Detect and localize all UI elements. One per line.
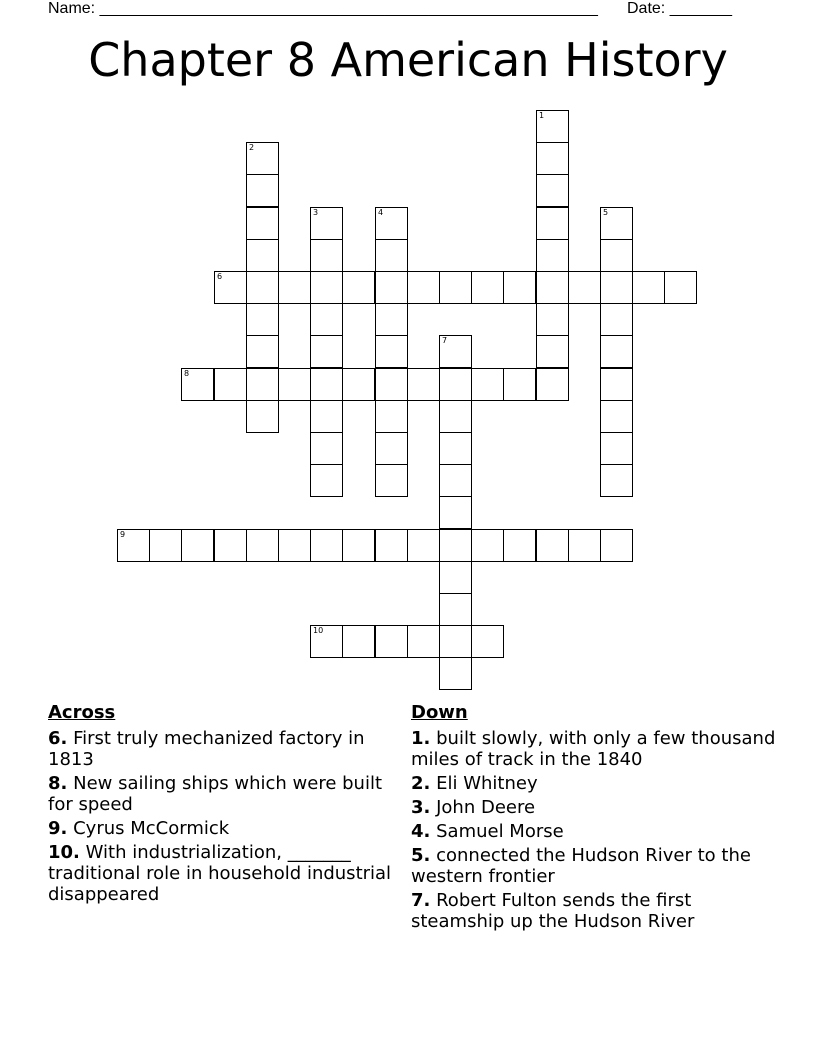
crossword-cell[interactable] xyxy=(310,303,343,336)
crossword-cell[interactable] xyxy=(600,400,633,433)
crossword-cell[interactable] xyxy=(407,625,440,658)
crossword-cell[interactable] xyxy=(600,368,633,401)
crossword-cell[interactable] xyxy=(439,464,472,497)
crossword-cell[interactable] xyxy=(181,529,214,562)
crossword-cell[interactable] xyxy=(632,271,665,304)
crossword-cell[interactable] xyxy=(310,432,343,465)
cell-number: 9 xyxy=(120,530,126,539)
crossword-cell[interactable] xyxy=(471,529,504,562)
crossword-cell[interactable] xyxy=(375,464,408,497)
crossword-cell[interactable] xyxy=(407,368,440,401)
crossword-cell[interactable] xyxy=(375,207,408,240)
clue-text: built slowly, with only a few thousand miles of track in the 1840 xyxy=(411,728,776,770)
crossword-cell[interactable] xyxy=(503,368,536,401)
clue-text: First truly mechanized factory in 1813 xyxy=(48,728,365,770)
crossword-cell[interactable] xyxy=(600,529,633,562)
crossword-cell[interactable] xyxy=(407,529,440,562)
down-heading: Down xyxy=(411,702,468,723)
crossword-cell[interactable] xyxy=(310,464,343,497)
crossword-cell[interactable] xyxy=(536,303,569,336)
down-clues xyxy=(411,702,781,935)
crossword-cell[interactable] xyxy=(149,529,182,562)
clue-number: 3. xyxy=(411,797,431,818)
crossword-cell[interactable] xyxy=(407,271,440,304)
crossword-cell[interactable] xyxy=(375,303,408,336)
crossword-cell[interactable] xyxy=(246,142,279,175)
clue-text: Samuel Morse xyxy=(436,821,564,842)
crossword-cell[interactable] xyxy=(503,271,536,304)
crossword-cell[interactable] xyxy=(214,368,247,401)
crossword-cell[interactable] xyxy=(536,335,569,368)
crossword-cell[interactable] xyxy=(246,174,279,207)
crossword-cell[interactable] xyxy=(375,529,408,562)
cell-number: 4 xyxy=(378,208,384,217)
crossword-cell[interactable] xyxy=(342,271,375,304)
cell-number: 2 xyxy=(249,143,255,152)
crossword-cell[interactable] xyxy=(439,496,472,529)
cell-number: 8 xyxy=(184,369,190,378)
crossword-cell[interactable] xyxy=(439,271,472,304)
crossword-cell[interactable] xyxy=(278,529,311,562)
date-line: Date: _______ xyxy=(627,0,732,17)
name-line: Name: ________________________________________________________ xyxy=(48,0,598,17)
crossword-cell[interactable] xyxy=(375,271,408,304)
crossword-cell[interactable] xyxy=(600,239,633,272)
crossword-cell[interactable] xyxy=(246,400,279,433)
cell-number: 10 xyxy=(313,626,324,635)
crossword-cell[interactable] xyxy=(568,271,601,304)
crossword-cell[interactable] xyxy=(278,368,311,401)
clue-number: 2. xyxy=(411,773,431,794)
crossword-cell[interactable] xyxy=(117,529,150,562)
clue-down-4 xyxy=(411,821,781,842)
crossword-cell[interactable] xyxy=(246,335,279,368)
crossword-cell[interactable] xyxy=(375,432,408,465)
clue-number: 5. xyxy=(411,845,431,866)
crossword-cell[interactable] xyxy=(536,368,569,401)
crossword-cell[interactable] xyxy=(568,529,601,562)
clue-text: Robert Fulton sends the first steamship up the Hudson River xyxy=(411,890,695,932)
crossword-cell[interactable] xyxy=(536,529,569,562)
clue-down-1 xyxy=(411,728,781,770)
crossword-cell[interactable] xyxy=(278,271,311,304)
crossword-cell[interactable] xyxy=(536,271,569,304)
cell-number: 1 xyxy=(539,111,545,120)
crossword-cell[interactable] xyxy=(214,529,247,562)
crossword-cell[interactable] xyxy=(439,529,472,562)
clue-across-8 xyxy=(48,773,393,815)
crossword-cell[interactable] xyxy=(375,625,408,658)
clue-across-6 xyxy=(48,728,393,770)
crossword-cell[interactable] xyxy=(536,174,569,207)
crossword-cell[interactable] xyxy=(600,303,633,336)
crossword-cell[interactable] xyxy=(246,239,279,272)
crossword-cell[interactable] xyxy=(310,207,343,240)
clue-down-2 xyxy=(411,773,781,794)
across-clues xyxy=(48,702,393,908)
crossword-cell[interactable] xyxy=(439,335,472,368)
clue-number: 4. xyxy=(411,821,431,842)
clue-text: New sailing ships which were built for speed xyxy=(48,773,383,815)
crossword-cell[interactable] xyxy=(600,271,633,304)
crossword-cell[interactable] xyxy=(536,142,569,175)
crossword-cell[interactable] xyxy=(246,271,279,304)
crossword-cell[interactable] xyxy=(310,400,343,433)
cell-number: 7 xyxy=(442,336,448,345)
crossword-cell[interactable] xyxy=(439,593,472,626)
crossword-cell[interactable] xyxy=(310,529,343,562)
crossword-cell[interactable] xyxy=(310,368,343,401)
crossword-cell[interactable] xyxy=(375,368,408,401)
clue-down-7 xyxy=(411,890,781,932)
crossword-cell[interactable] xyxy=(503,529,536,562)
crossword-cell[interactable] xyxy=(439,432,472,465)
clue-down-3 xyxy=(411,797,781,818)
clue-number: 9. xyxy=(48,818,68,839)
clue-number: 6. xyxy=(48,728,68,749)
crossword-cell[interactable] xyxy=(375,239,408,272)
crossword-cell[interactable] xyxy=(310,271,343,304)
crossword-cell[interactable] xyxy=(439,625,472,658)
crossword-cell[interactable] xyxy=(246,529,279,562)
clue-down-5 xyxy=(411,845,781,887)
crossword-cell[interactable] xyxy=(536,239,569,272)
clue-across-10 xyxy=(48,842,393,905)
clue-number: 7. xyxy=(411,890,431,911)
crossword-cell[interactable] xyxy=(214,271,247,304)
crossword-cell[interactable] xyxy=(439,561,472,594)
clue-text: connected the Hudson River to the western frontier xyxy=(411,845,751,887)
crossword-cell[interactable] xyxy=(310,335,343,368)
clue-text: John Deere xyxy=(436,797,536,818)
cell-number: 3 xyxy=(313,208,319,217)
crossword-cell[interactable] xyxy=(600,464,633,497)
crossword-cell[interactable] xyxy=(471,271,504,304)
crossword-cell[interactable] xyxy=(181,368,214,401)
cell-number: 6 xyxy=(217,272,223,281)
clue-number: 1. xyxy=(411,728,431,749)
crossword-cell[interactable] xyxy=(246,207,279,240)
across-heading: Across xyxy=(48,702,116,723)
crossword-cell[interactable] xyxy=(246,303,279,336)
clue-text: Eli Whitney xyxy=(436,773,538,794)
clue-number: 10. xyxy=(48,842,80,863)
crossword-cell[interactable] xyxy=(600,432,633,465)
page-title: Chapter 8 American History xyxy=(88,33,728,87)
clue-across-9 xyxy=(48,818,393,839)
crossword-cell[interactable] xyxy=(439,400,472,433)
crossword-cell[interactable] xyxy=(600,207,633,240)
cell-number: 5 xyxy=(603,208,609,217)
crossword-cell[interactable] xyxy=(342,368,375,401)
crossword-cell[interactable] xyxy=(536,207,569,240)
crossword-cell[interactable] xyxy=(439,368,472,401)
crossword-cell[interactable] xyxy=(664,271,697,304)
crossword-cell[interactable] xyxy=(471,368,504,401)
crossword-cell[interactable] xyxy=(536,110,569,143)
crossword-cell[interactable] xyxy=(375,335,408,368)
crossword-cell[interactable] xyxy=(310,625,343,658)
crossword-cell[interactable] xyxy=(342,625,375,658)
crossword-cell[interactable] xyxy=(246,368,279,401)
crossword-cell[interactable] xyxy=(375,400,408,433)
crossword-cell[interactable] xyxy=(310,239,343,272)
crossword-cell[interactable] xyxy=(471,625,504,658)
clue-text: Cyrus McCormick xyxy=(73,818,230,839)
crossword-cell[interactable] xyxy=(600,335,633,368)
crossword-cell[interactable] xyxy=(342,529,375,562)
clue-number: 8. xyxy=(48,773,68,794)
clue-text: With industrialization, _______ traditional role in household industrial disappeared xyxy=(48,842,392,905)
crossword-cell[interactable] xyxy=(439,657,472,690)
